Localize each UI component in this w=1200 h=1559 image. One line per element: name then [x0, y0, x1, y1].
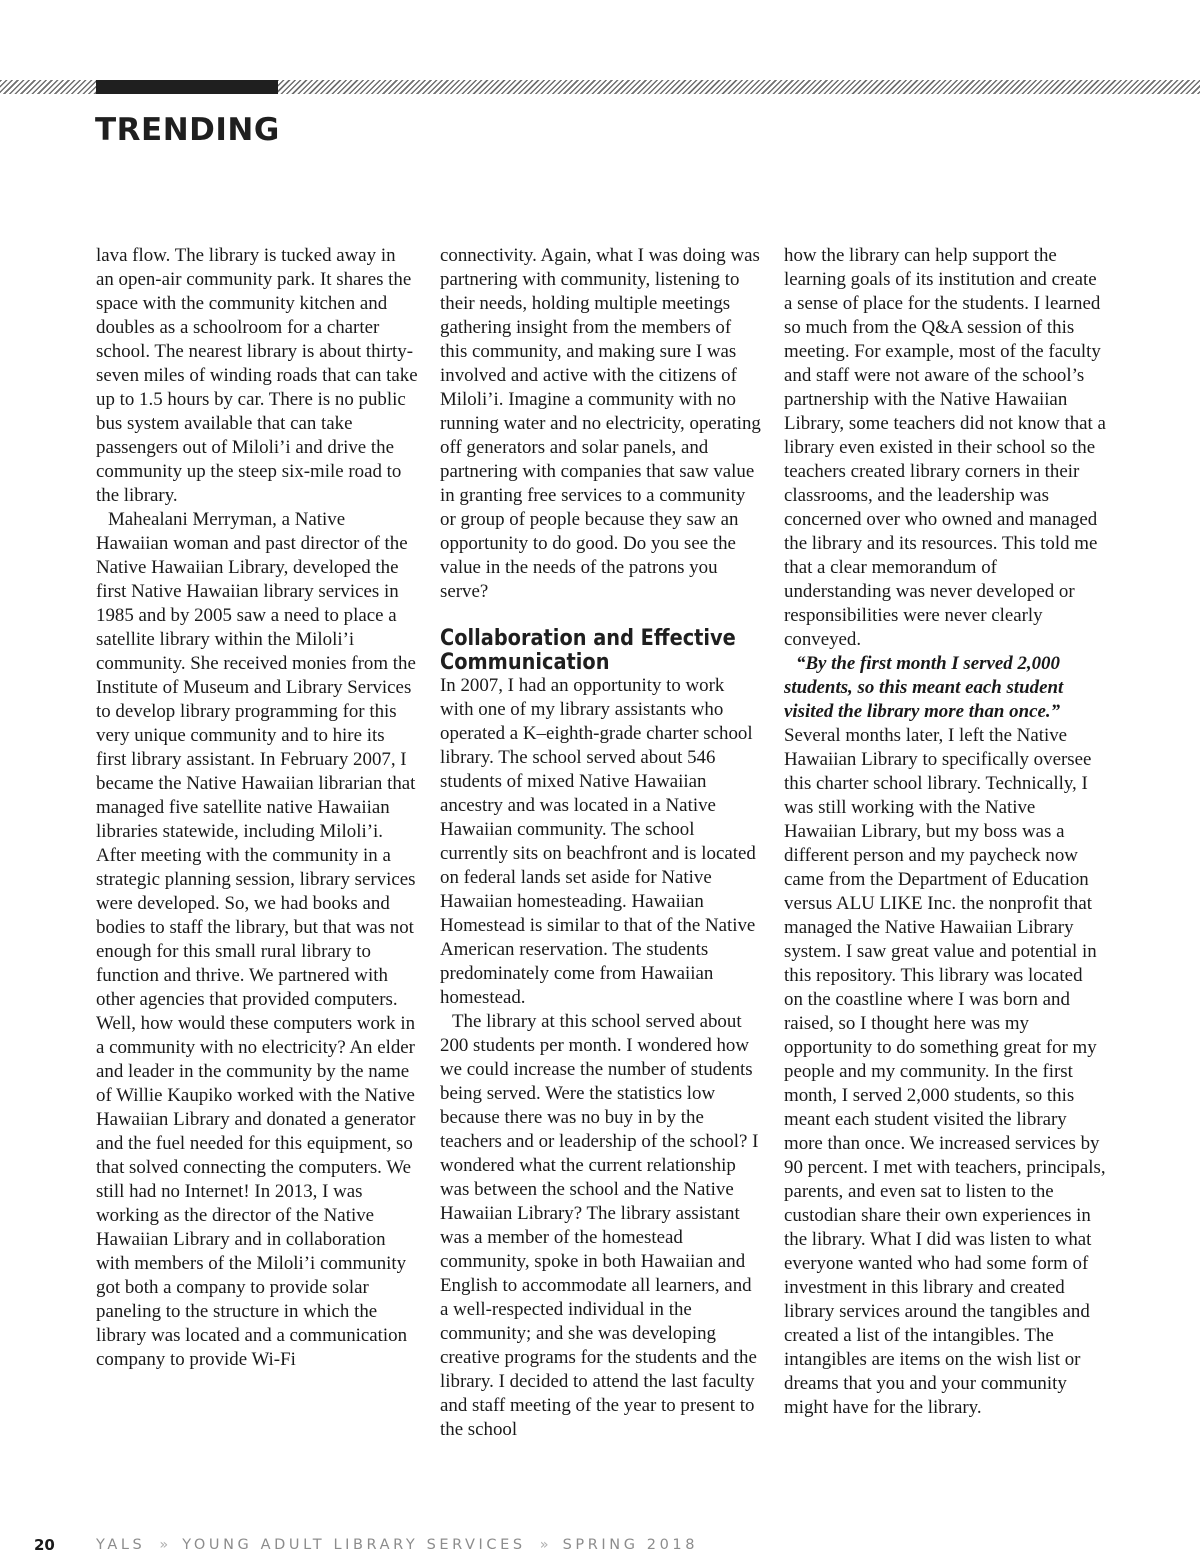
paragraph: In 2007, I had an opportunity to work with one of my library assistants who operated a K–eighth-grade charter school library. The school served about 546 students of mixed Native Hawaiian ancestry and was located in a Native Hawaiian community. The school currently sits on beachfront and is located on federal lands set aside for Native Hawaiian homesteading. Hawaiian Homestead is similar to that of the Native American reservation. The students predominately come from Hawaiian homestead. — [440, 675, 756, 1008]
footer-separator: » — [159, 1537, 169, 1553]
paragraph: Several months later, I left the Native Hawaiian Library to specifically oversee this charter school library. Technically, I was still working with the Native Hawaiian Library, but my boss was a different person and my paycheck now came from the Department of Education versus ALU LIKE Inc. the nonprofit that managed the Native Hawaiian Library system. I saw great value and potential in this repository. This library was located on the coastline where I was born and raised, so I thought here was my opportunity to do something great for my people and my community. In the first month, I served 2,000 students, so this meant each student visited the library more than once. We increased services by 90 percent. I met with teachers, principals, parents, and even sat to listen to the custodian share their own experiences in the library. What I did was listen to what everyone wanted who had some form of investment in this library and created library services around the tangibles and created a list of the intangibles. The intangibles are items on the wish list or dreams that you and your community might have for the library. — [784, 725, 1106, 1418]
header-accent-bar — [96, 80, 278, 94]
publication-abbrev: YALS — [96, 1537, 146, 1553]
paragraph: connectivity. Again, what I was doing was partnering with community, listening to their needs, holding multiple meetings gathering insight from the members of this community, and making sure I was involved and active with the citizens of Miloli’i. Imagine a community with no running water and no electricity, operating off generators and solar panels, and partnering with companies that saw value in granting free services to a community or group of people because they saw an opportunity to do good. Do you see the value in the needs of the patrons you serve? — [440, 245, 761, 602]
paragraph: The library at this school served about 200 students per month. I wondered how we could increase the number of students being served. Were the statistics low because there was no buy in by the teachers and or leadership of the school? I wondered what the current relationship was between the school and the Native Hawaiian Library? The library assistant was a member of the homestead community, spoke in both Hawaiian and English to accommodate all learners, and a well-respected individual in the community; and she was developing creative programs for the students and the library. I decided to attend the last faculty and staff meeting of the year to present to the school — [440, 1011, 759, 1440]
paragraph: lava flow. The library is tucked away in an open-air community park. It shares the space with the community kitchen and doubles as a schoolroom for a charter school. The nearest library is about thirty-seven miles of winding roads that can take up to 1.5 hours by car. There is no public bus system available that can take passengers out of Miloli’i and drive the community up the steep six-mile road to the library. — [96, 245, 418, 506]
article-column-3 — [784, 244, 1106, 1420]
footer-separator: » — [539, 1537, 549, 1553]
page-footer — [34, 1533, 1134, 1557]
article-column-2 — [440, 244, 762, 1442]
article-column-1 — [96, 244, 418, 1372]
publication-title: YOUNG ADULT LIBRARY SERVICES — [182, 1537, 526, 1553]
pull-quote: “By the first month I served 2,000 students, so this meant each student visited the library more than once.” — [784, 653, 1064, 722]
issue-date: SPRING 2018 — [562, 1537, 699, 1553]
page-number: 20 — [34, 1536, 55, 1554]
section-label: TRENDING — [95, 112, 280, 148]
paragraph: Mahealani Merryman, a Native Hawaiian woman and past director of the Native Hawaiian Library, developed the first Native Hawaiian library services in 1985 and by 2005 saw a need to place a satellite library within the Miloli’i community. She received monies from the Institute of Museum and Library Services to develop library programming for this very unique community and to hire its first library assistant. In February 2007, I became the Native Hawaiian librarian that managed five satellite native Hawaiian libraries statewide, including Miloli’i. After meeting with the community in a strategic planning session, library services were developed. So, we had books and bodies to staff the library, but that was not enough for this small rural library to function and thrive. We partnered with other agencies that provided computers. Well, how would these computers work in a community with no electricity? An elder and leader in the community by the name of Willie Kaupiko worked with the Native Hawaiian Library and donated a generator and the fuel needed for this equipment, so that solved connecting the computers. We still had no Internet! In 2013, I was working as the director of the Native Hawaiian Library and in collaboration with members of the Miloli’i community got both a company to provide solar paneling to the structure in which the library was located and a communication company to provide Wi-Fi — [96, 509, 416, 1370]
section-heading: Collaboration and Effective Communication — [440, 625, 736, 675]
paragraph: how the library can help support the learning goals of its institution and create a sense of place for the students. I learned so much from the Q&A session of this meeting. For example, most of the faculty and staff were not aware of the school’s partnership with the Native Hawaiian Library, some teachers did not know that a library even existed in their school so the teachers created library corners in their classrooms, and the leadership was concerned over who owned and managed the library and its resources. This told me that a clear memorandum of understanding was never developed or responsibilities were never clearly conveyed. — [784, 245, 1106, 650]
